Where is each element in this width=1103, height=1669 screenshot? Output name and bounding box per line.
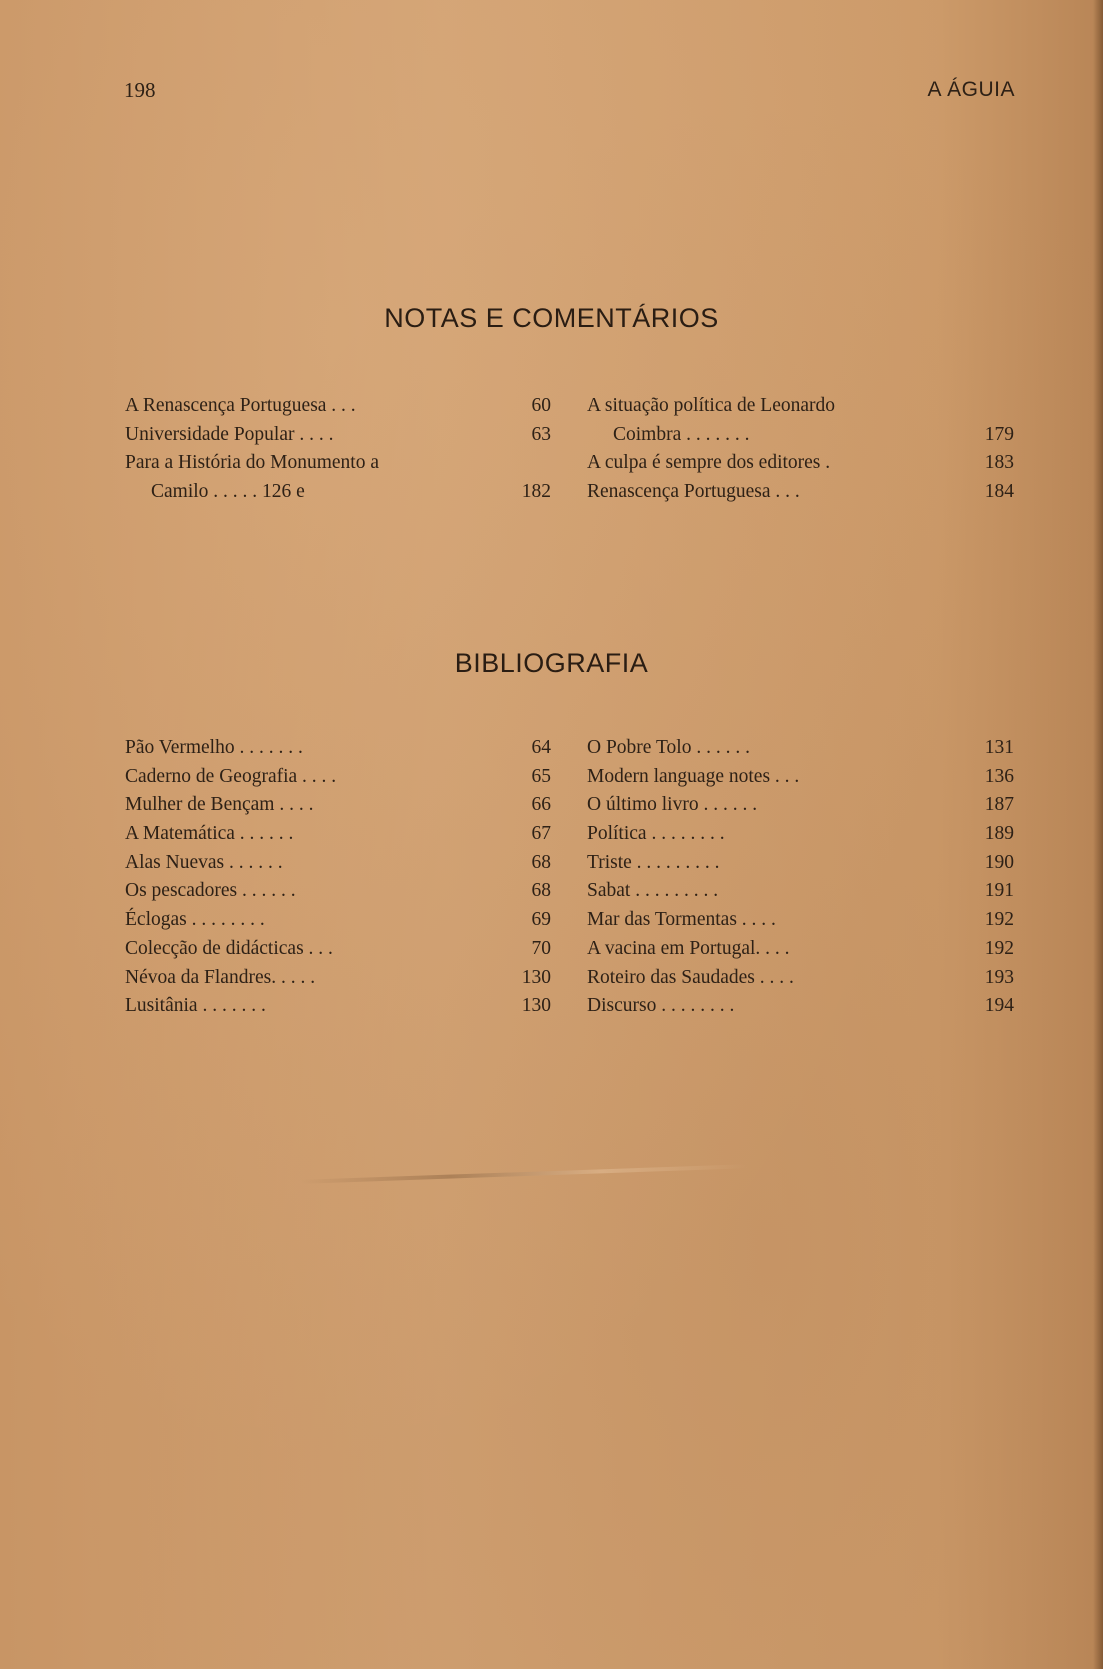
entry-title: Renascença Portuguesa . . . [587, 481, 800, 503]
toc-entry [587, 995, 1014, 1024]
entry-title: A vacina em Portugal. . . . [587, 937, 790, 959]
entry-title: Roteiro das Saudades . . . . [587, 966, 794, 988]
toc-entry [587, 424, 1014, 453]
bibliografia-left-column [125, 737, 551, 1024]
entry-title: Sabat . . . . . . . . . [587, 880, 719, 902]
entry-page: 182 [521, 481, 551, 503]
page-edge-shadow [1093, 0, 1103, 1669]
toc-entry [125, 452, 551, 481]
toc-entry [125, 737, 551, 766]
toc-entry [587, 823, 1014, 852]
toc-entry [587, 794, 1014, 823]
entry-page: 191 [984, 880, 1014, 902]
entry-page: 64 [531, 737, 551, 758]
entry-title: Triste . . . . . . . . . [587, 851, 720, 873]
entry-page: 130 [521, 966, 551, 988]
entry-title: Modern language notes . . . [587, 765, 800, 787]
toc-entry [125, 880, 551, 909]
toc-entry [587, 766, 1014, 795]
entry-page: 60 [531, 395, 551, 416]
toc-entry [125, 424, 551, 453]
entry-title: Mar das Tormentas . . . . [587, 909, 776, 931]
entry-page: 179 [984, 423, 1014, 445]
bibliografia-right-column [587, 737, 1014, 1024]
entry-page: 69 [531, 909, 551, 931]
toc-entry [125, 481, 551, 510]
entry-page: 190 [984, 851, 1014, 873]
entry-title: O Pobre Tolo . . . . . . [587, 737, 750, 758]
entry-title: Alas Nuevas . . . . . . [125, 851, 283, 873]
toc-entry [125, 395, 551, 424]
toc-entry [587, 909, 1014, 938]
toc-entry [587, 452, 1014, 481]
entry-page: 63 [531, 423, 551, 445]
entry-title: Lusitânia . . . . . . . [125, 995, 266, 1017]
toc-entry [125, 967, 551, 996]
entry-page: 65 [531, 765, 551, 787]
entry-page: 70 [531, 937, 551, 959]
toc-entry [125, 909, 551, 938]
entry-page: 192 [984, 909, 1014, 931]
notas-section-title: NOTAS E COMENTÁRIOS [384, 303, 719, 333]
entry-page: 130 [521, 995, 551, 1017]
entry-page: 193 [984, 966, 1014, 988]
toc-entry [587, 395, 1014, 424]
entry-title: A situação política de Leonardo [587, 395, 835, 416]
entry-page: 131 [984, 737, 1014, 758]
entry-title: O último livro . . . . . . [587, 794, 758, 816]
entry-page: 136 [984, 765, 1014, 787]
entry-title: A Renascença Portuguesa . . . [125, 395, 356, 416]
toc-entry [125, 938, 551, 967]
entry-title: Coimbra . . . . . . . [613, 423, 750, 445]
toc-entry [125, 794, 551, 823]
entry-title: A Matemática . . . . . . [125, 823, 294, 845]
toc-entry [125, 852, 551, 881]
entry-title: Mulher de Bençam . . . . [125, 794, 314, 816]
entry-title: Névoa da Flandres. . . . . [125, 966, 316, 988]
notas-left-column [125, 395, 551, 510]
entry-title: Universidade Popular . . . . [125, 423, 334, 445]
entry-title: A culpa é sempre dos editores . [587, 452, 831, 474]
entry-title: Para a História do Monumento a [125, 452, 379, 474]
entry-title: Éclogas . . . . . . . . [125, 909, 265, 931]
entry-page: 184 [984, 481, 1014, 503]
toc-entry [587, 852, 1014, 881]
entry-page: 67 [531, 823, 551, 845]
entry-page: 194 [984, 995, 1014, 1017]
bibliografia-section-title: BIBLIOGRAFIA [454, 648, 649, 678]
entry-title: Discurso . . . . . . . . [587, 995, 735, 1017]
toc-entry [587, 481, 1014, 510]
toc-entry [587, 737, 1014, 766]
toc-entry [587, 967, 1014, 996]
toc-entry [587, 938, 1014, 967]
entry-page: 68 [531, 880, 551, 902]
toc-entry [125, 823, 551, 852]
entry-page: 192 [984, 937, 1014, 959]
toc-entry [125, 766, 551, 795]
entry-title: Pão Vermelho . . . . . . . [125, 737, 303, 758]
entry-page: 66 [531, 794, 551, 816]
entry-page: 68 [531, 851, 551, 873]
toc-entry [587, 880, 1014, 909]
entry-page: 189 [984, 823, 1014, 845]
entry-title: Caderno de Geografia . . . . [125, 765, 337, 787]
entry-title: Colecção de didácticas . . . [125, 937, 333, 959]
toc-entry [125, 995, 551, 1024]
notas-right-column [587, 395, 1014, 510]
entry-title: Política . . . . . . . . [587, 823, 725, 845]
entry-page: 183 [984, 452, 1014, 474]
page-number: 198 [124, 78, 156, 102]
entry-title: Camilo . . . . . 126 e [151, 481, 305, 503]
entry-title: Os pescadores . . . . . . [125, 880, 296, 902]
paper-crease [300, 1164, 750, 1184]
entry-page: 187 [984, 794, 1014, 816]
running-title: A ÁGUIA [927, 78, 1015, 101]
